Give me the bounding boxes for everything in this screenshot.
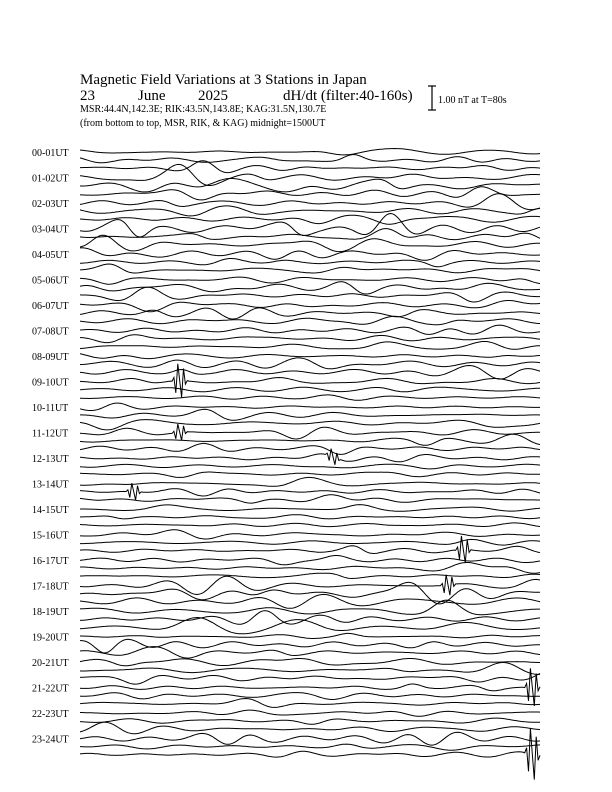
trace-msr-00 [80, 161, 540, 173]
hour-label-09: 09-10UT [32, 377, 69, 389]
trace-msr-16 [80, 573, 540, 578]
trace-rik-01 [80, 178, 540, 192]
trace-kag-18 [80, 600, 540, 615]
trace-msr-01 [80, 187, 540, 200]
trace-rik-16 [80, 563, 540, 574]
hour-label-14: 14-15UT [32, 505, 69, 516]
trace-rik-11 [80, 434, 540, 445]
stacking-order-note: (from bottom to top, MSR, RIK, & KAG) midnight=1500UT [80, 118, 326, 129]
trace-kag-10 [80, 403, 540, 410]
trace-msr-09 [80, 395, 540, 400]
trace-msr-18 [80, 618, 540, 634]
date-day: 23 [80, 88, 95, 104]
hour-label-02: 02-03UT [32, 199, 69, 210]
trace-rik-06 [80, 308, 540, 319]
station-coordinates: MSR:44.4N,142.3E; RIK:43.5N,143.8E; KAG:31.5N,130.7E [80, 104, 327, 115]
trace-kag-21 [80, 668, 540, 706]
trace-rik-12 [80, 464, 540, 469]
trace-kag-17 [80, 575, 540, 596]
trace-msr-03 [80, 235, 540, 251]
hour-label-17: 17-18UT [32, 581, 69, 593]
hour-label-20: 20-21UT [32, 658, 69, 669]
trace-kag-03 [80, 214, 540, 238]
date-month: June [138, 88, 166, 104]
trace-rik-00 [80, 155, 540, 163]
trace-msr-12 [80, 472, 540, 477]
hour-label-05: 05-06UT [32, 275, 69, 287]
trace-msr-23 [80, 728, 540, 779]
trace-rik-19 [80, 639, 540, 653]
trace-msr-19 [80, 647, 540, 659]
chart-title: Magnetic Field Variations at 3 Stations in Japan [80, 72, 367, 88]
hour-label-19: 19-20UT [32, 632, 69, 644]
trace-rik-05 [80, 282, 540, 294]
trace-kag-15 [80, 530, 540, 539]
trace-msr-11 [80, 443, 540, 454]
trace-kag-13 [80, 477, 540, 486]
trace-msr-14 [80, 523, 540, 527]
trace-msr-02 [80, 215, 540, 224]
trace-kag-00 [80, 149, 540, 155]
trace-rik-09 [80, 387, 540, 392]
trace-rik-22 [80, 718, 540, 724]
trace-rik-04 [80, 259, 540, 267]
hour-label-03: 03-04UT [32, 224, 69, 236]
trace-rik-14 [80, 515, 540, 519]
trace-kag-08 [80, 354, 540, 359]
hour-label-06: 06-07UT [32, 301, 69, 312]
trace-kag-23 [80, 732, 540, 745]
trace-kag-22 [80, 710, 540, 716]
scale-bar [428, 86, 436, 110]
trace-rik-02 [80, 206, 540, 216]
trace-kag-04 [80, 248, 540, 260]
hour-label-01: 01-02UT [32, 173, 69, 185]
trace-kag-12 [80, 449, 540, 465]
scale-bar-label: 1.00 nT at T=80s [438, 95, 507, 106]
trace-msr-04 [80, 264, 540, 273]
trace-rik-13 [80, 483, 540, 500]
hour-label-18: 18-19UT [32, 607, 69, 618]
trace-msr-07 [80, 342, 540, 350]
trace-rik-10 [80, 409, 540, 420]
hour-label-07: 07-08UT [32, 326, 69, 338]
hour-label-23: 23-24UT [32, 734, 69, 746]
trace-kag-05 [80, 277, 540, 284]
hour-label-21: 21-22UT [32, 683, 69, 695]
quantity-label: dH/dt (filter:40-160s) [283, 88, 413, 104]
trace-kag-16 [80, 556, 540, 565]
trace-rik-07 [80, 335, 540, 343]
trace-kag-11 [80, 424, 540, 440]
hour-label-08: 08-09UT [32, 352, 69, 363]
trace-msr-20 [80, 674, 540, 685]
trace-kag-09 [80, 364, 540, 398]
trace-rik-15 [80, 539, 540, 545]
trace-rik-08 [80, 358, 540, 369]
trace-kag-19 [80, 633, 540, 638]
hour-label-12: 12-13UT [32, 454, 69, 465]
hour-label-13: 13-14UT [32, 479, 69, 491]
trace-kag-14 [80, 505, 540, 512]
trace-rik-23 [80, 744, 540, 750]
trace-rik-21 [80, 693, 540, 700]
date-year: 2025 [198, 88, 228, 104]
hour-label-15: 15-16UT [32, 530, 69, 542]
hour-label-10: 10-11UT [32, 403, 69, 414]
hour-label-11: 11-12UT [32, 428, 69, 440]
trace-msr-05 [80, 287, 540, 302]
trace-msr-06 [80, 316, 540, 324]
hour-label-04: 04-05UT [32, 250, 69, 261]
trace-rik-20 [80, 663, 540, 675]
trace-msr-10 [80, 420, 540, 430]
trace-msr-21 [80, 699, 540, 708]
hour-label-22: 22-23UT [32, 709, 69, 720]
trace-kag-20 [80, 659, 540, 666]
hour-label-16: 16-17UT [32, 556, 69, 567]
trace-msr-17 [80, 594, 540, 608]
trace-kag-07 [80, 325, 540, 334]
hour-label-00: 00-01UT [32, 148, 69, 159]
trace-msr-13 [80, 495, 540, 503]
trace-kag-02 [80, 194, 540, 210]
